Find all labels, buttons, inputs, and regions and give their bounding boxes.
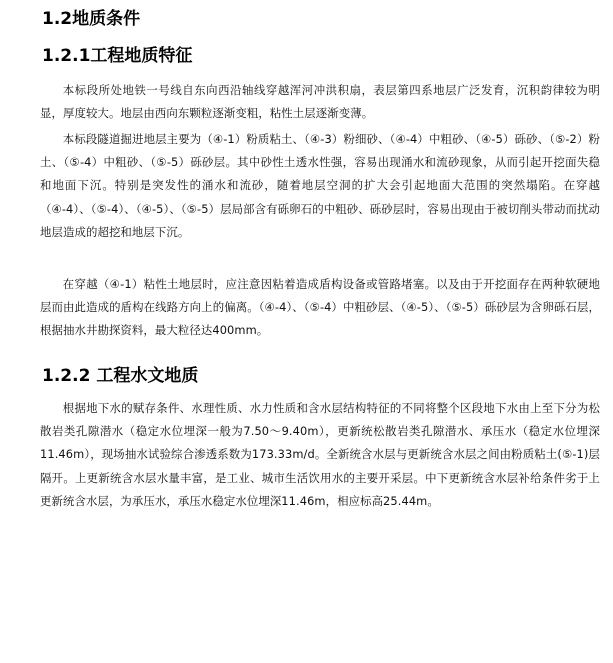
hydrogeology-paragraph-1: 根据地下水的赋存条件、水理性质、水力性质和含水层结构特征的不同将整个区段地下水由上至下分为松散岩类孔隙潜水（稳定水位埋深一般为7.50～9.40m），更新统松散岩类孔隙潜水、承压水（稳定水位埋深11.46m），现场抽水试验综合渗透系数为173.33m/d。全新统含水层与更新统含水层之间由粉质粘土(⑤-1)层隔开。上更新统含水层水量丰富，是工业、城市生活饮用水的主要开采层。中下更新统含水层补给条件劣于上更新统含水层，为承压水，承压水稳定水位埋深11.46m，相应标高25.44m。 (40, 401, 600, 508)
hydrogeology-heading: 1.2.2 工程水文地质 (42, 366, 199, 386)
engineering-geology-paragraph-3: 在穿越（④-1）粘性土地层时，应注意因粘着造成盾构设备或管路堵塞。以及由于开挖面存在两种软硬地层而由此造成的盾构在线路方向上的偏离。（④-4）、（⑤-4）中粗砂层、（④-5）、（⑤-5）砾砂层为含卵砾石层，根据抽水井勘探资料，最大粒径达400mm。 (40, 277, 600, 338)
engineering-geology-paragraph-1: 本标段所处地铁一号线自东向西沿轴线穿越浑河冲洪积扇，表层第四系地层广泛发育，沉积韵律较为明显，厚度较大。地层由西向东颗粒逐渐变粗，粘性土层逐渐变薄。 (40, 83, 600, 121)
section-heading: 1.2地质条件 (42, 9, 141, 29)
engineering-geology-heading: 1.2.1工程地质特征 (42, 46, 193, 66)
engineering-geology-paragraph-2: 本标段隧道掘进地层主要为（④-1）粉质粘土、（④-3）粉细砂、（④-4）中粗砂、（④-5）砾砂、（⑤-2）粉土、（⑤-4）中粗砂、（⑤-5）砾砂层。其中砂性土透水性强，容易出现涌水和流砂现象，从而引起开挖面失稳和地面下沉。特别是突发性的涌水和流砂，随着地层空洞的扩大会引起地面大范围的突然塌陷。在穿越（④-4）、（⑤-4）、（④-5）、（⑤-5）层局部含有砾卵石的中粗砂、砾砂层时，容易出现由于被切削头带动而扰动地层造成的超挖和地层下沉。 (40, 132, 600, 239)
